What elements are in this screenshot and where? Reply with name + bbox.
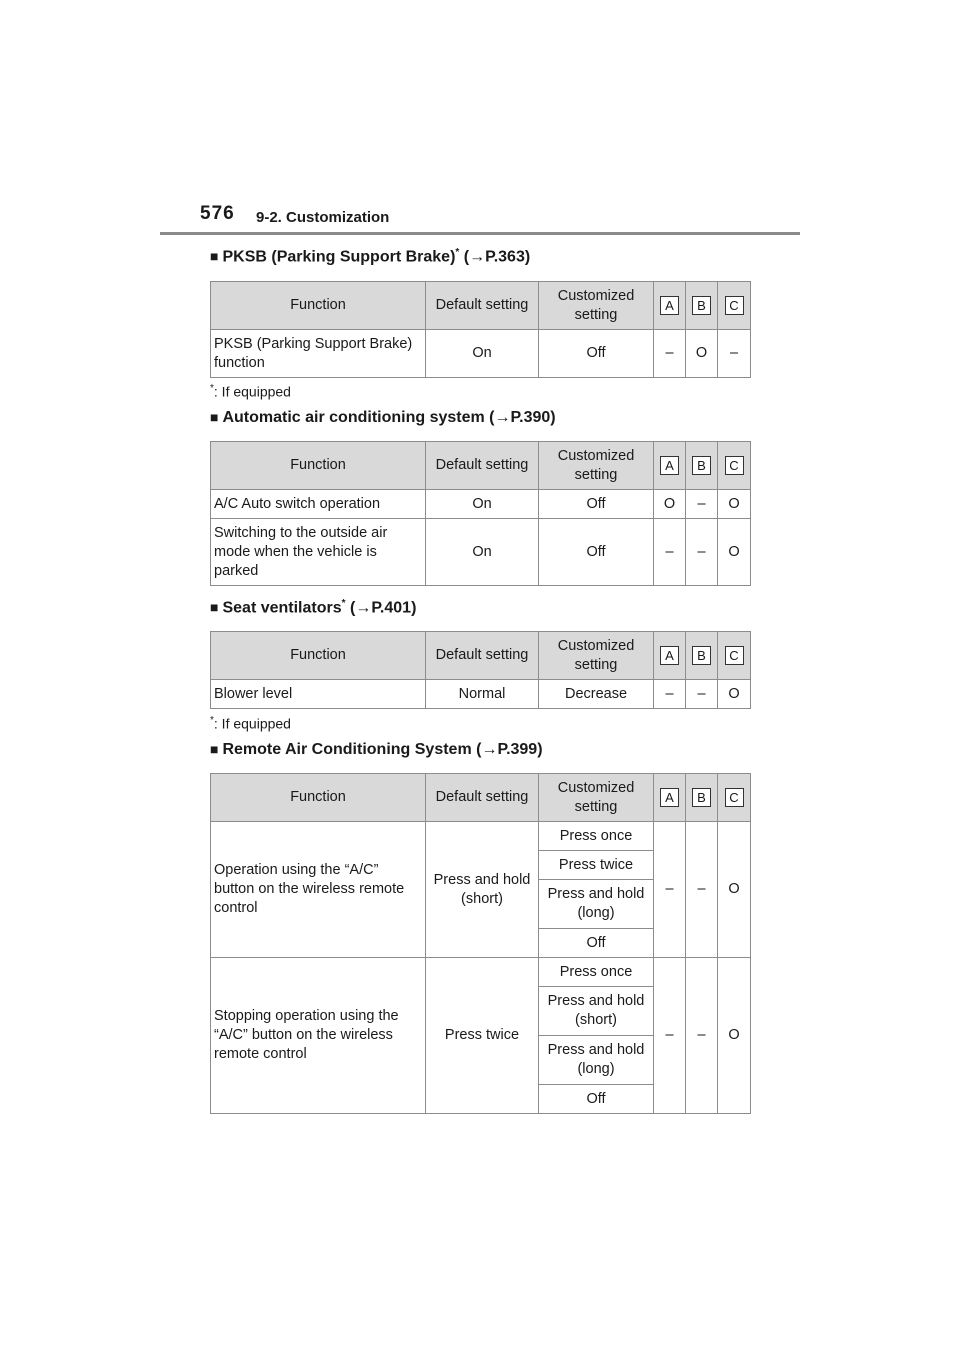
square-bullet-icon: ■: [210, 409, 219, 425]
b-cell: –: [686, 519, 718, 586]
function-cell: Operation using the “A/C” button on the wireless remote control: [211, 822, 426, 958]
a-cell: –: [654, 519, 686, 586]
col-function: Function: [211, 774, 426, 822]
remote-table: [210, 773, 751, 1114]
b-cell: –: [686, 680, 718, 709]
table-row: [211, 330, 751, 378]
custom-cell: Off: [539, 330, 654, 378]
option-cell: Off: [539, 929, 654, 958]
col-function: Function: [211, 442, 426, 490]
a-cell: –: [654, 822, 686, 958]
table-row: [211, 490, 751, 519]
c-cell: –: [718, 330, 751, 378]
col-a: [654, 632, 686, 680]
square-bullet-icon: ■: [210, 741, 219, 757]
section-heading-remote: ■ Remote Air Conditioning System (→P.399): [210, 741, 543, 758]
function-cell: A/C Auto switch operation: [211, 490, 426, 519]
header-rule: [160, 232, 800, 235]
function-cell: Blower level: [211, 680, 426, 709]
default-cell: On: [426, 330, 539, 378]
col-custom: Customized setting: [539, 282, 654, 330]
option-cell: Press once: [539, 822, 654, 851]
b-cell: O: [686, 330, 718, 378]
col-c: [718, 774, 751, 822]
function-cell: PKSB (Parking Support Brake) function: [211, 330, 426, 378]
table-header-row: [211, 442, 751, 490]
page-number: 576: [200, 203, 235, 224]
col-function: Function: [211, 282, 426, 330]
page-reference-link[interactable]: P.401): [371, 599, 417, 617]
box-c-label: C: [725, 296, 744, 315]
b-cell: –: [686, 822, 718, 958]
box-a-label: A: [660, 788, 679, 807]
square-bullet-icon: ■: [210, 599, 219, 616]
option-cell: Press once: [539, 958, 654, 987]
arrow-right-icon: →: [355, 599, 372, 617]
option-cell: Press and hold (long): [539, 1036, 654, 1085]
box-c-label: C: [725, 456, 744, 475]
option-cell: Press twice: [539, 851, 654, 880]
col-default: Default setting: [426, 442, 539, 490]
arrow-right-icon: →: [494, 409, 511, 426]
b-cell: –: [686, 490, 718, 519]
option-cell: Press and hold (long): [539, 880, 654, 929]
section-heading-ac: ■ Automatic air conditioning system (→P.390): [210, 409, 556, 426]
square-bullet-icon: ■: [210, 248, 219, 265]
col-default: Default setting: [426, 774, 539, 822]
box-c-label: C: [725, 646, 744, 665]
col-default: Default setting: [426, 632, 539, 680]
a-cell: O: [654, 490, 686, 519]
table-row: [211, 958, 751, 987]
section-heading-pksb: ■ PKSB (Parking Support Brake)* (→P.363): [210, 247, 531, 266]
pksb-table: [210, 281, 751, 378]
chapter-title: 9-2. Customization: [256, 209, 390, 226]
box-b-label: B: [692, 788, 711, 807]
c-cell: O: [718, 519, 751, 586]
col-c: [718, 442, 751, 490]
section-heading-seat: ■ Seat ventilators* (→P.401): [210, 598, 417, 617]
option-cell: Off: [539, 1085, 654, 1114]
c-cell: O: [718, 822, 751, 958]
seat-table: [210, 631, 751, 709]
default-cell: Press and hold (short): [426, 822, 539, 958]
col-b: [686, 774, 718, 822]
col-a: [654, 282, 686, 330]
box-a-label: A: [660, 296, 679, 315]
function-cell: Switching to the outside air mode when the vehicle is parked: [211, 519, 426, 586]
footnote: *: If equipped: [210, 383, 291, 400]
default-cell: Press twice: [426, 958, 539, 1114]
col-b: [686, 442, 718, 490]
a-cell: –: [654, 330, 686, 378]
col-c: [718, 282, 751, 330]
c-cell: O: [718, 490, 751, 519]
col-c: [718, 632, 751, 680]
page-reference-link[interactable]: P.363): [485, 248, 531, 266]
table-header-row: [211, 632, 751, 680]
arrow-right-icon: →: [481, 741, 498, 758]
col-a: [654, 774, 686, 822]
default-cell: On: [426, 490, 539, 519]
col-custom: Customized setting: [539, 632, 654, 680]
table-header-row: [211, 774, 751, 822]
a-cell: –: [654, 680, 686, 709]
function-cell: Stopping operation using the “A/C” button on the wireless remote control: [211, 958, 426, 1114]
table-row: [211, 519, 751, 586]
box-c-label: C: [725, 788, 744, 807]
col-custom: Customized setting: [539, 774, 654, 822]
ac-table: [210, 441, 751, 586]
page-reference-link[interactable]: P.399): [497, 741, 543, 758]
col-b: [686, 282, 718, 330]
table-row: [211, 822, 751, 851]
option-cell: Press and hold (short): [539, 987, 654, 1036]
custom-cell: Off: [539, 490, 654, 519]
a-cell: –: [654, 958, 686, 1114]
page-reference-link[interactable]: P.390): [510, 409, 556, 426]
box-a-label: A: [660, 646, 679, 665]
custom-cell: Off: [539, 519, 654, 586]
footnote: *: If equipped: [210, 715, 291, 732]
box-b-label: B: [692, 296, 711, 315]
box-b-label: B: [692, 646, 711, 665]
box-b-label: B: [692, 456, 711, 475]
table-row: [211, 680, 751, 709]
box-a-label: A: [660, 456, 679, 475]
b-cell: –: [686, 958, 718, 1114]
custom-cell: Decrease: [539, 680, 654, 709]
col-default: Default setting: [426, 282, 539, 330]
table-header-row: [211, 282, 751, 330]
c-cell: O: [718, 680, 751, 709]
col-b: [686, 632, 718, 680]
default-cell: On: [426, 519, 539, 586]
default-cell: Normal: [426, 680, 539, 709]
col-function: Function: [211, 632, 426, 680]
c-cell: O: [718, 958, 751, 1114]
col-a: [654, 442, 686, 490]
arrow-right-icon: →: [469, 248, 486, 266]
col-custom: Customized setting: [539, 442, 654, 490]
